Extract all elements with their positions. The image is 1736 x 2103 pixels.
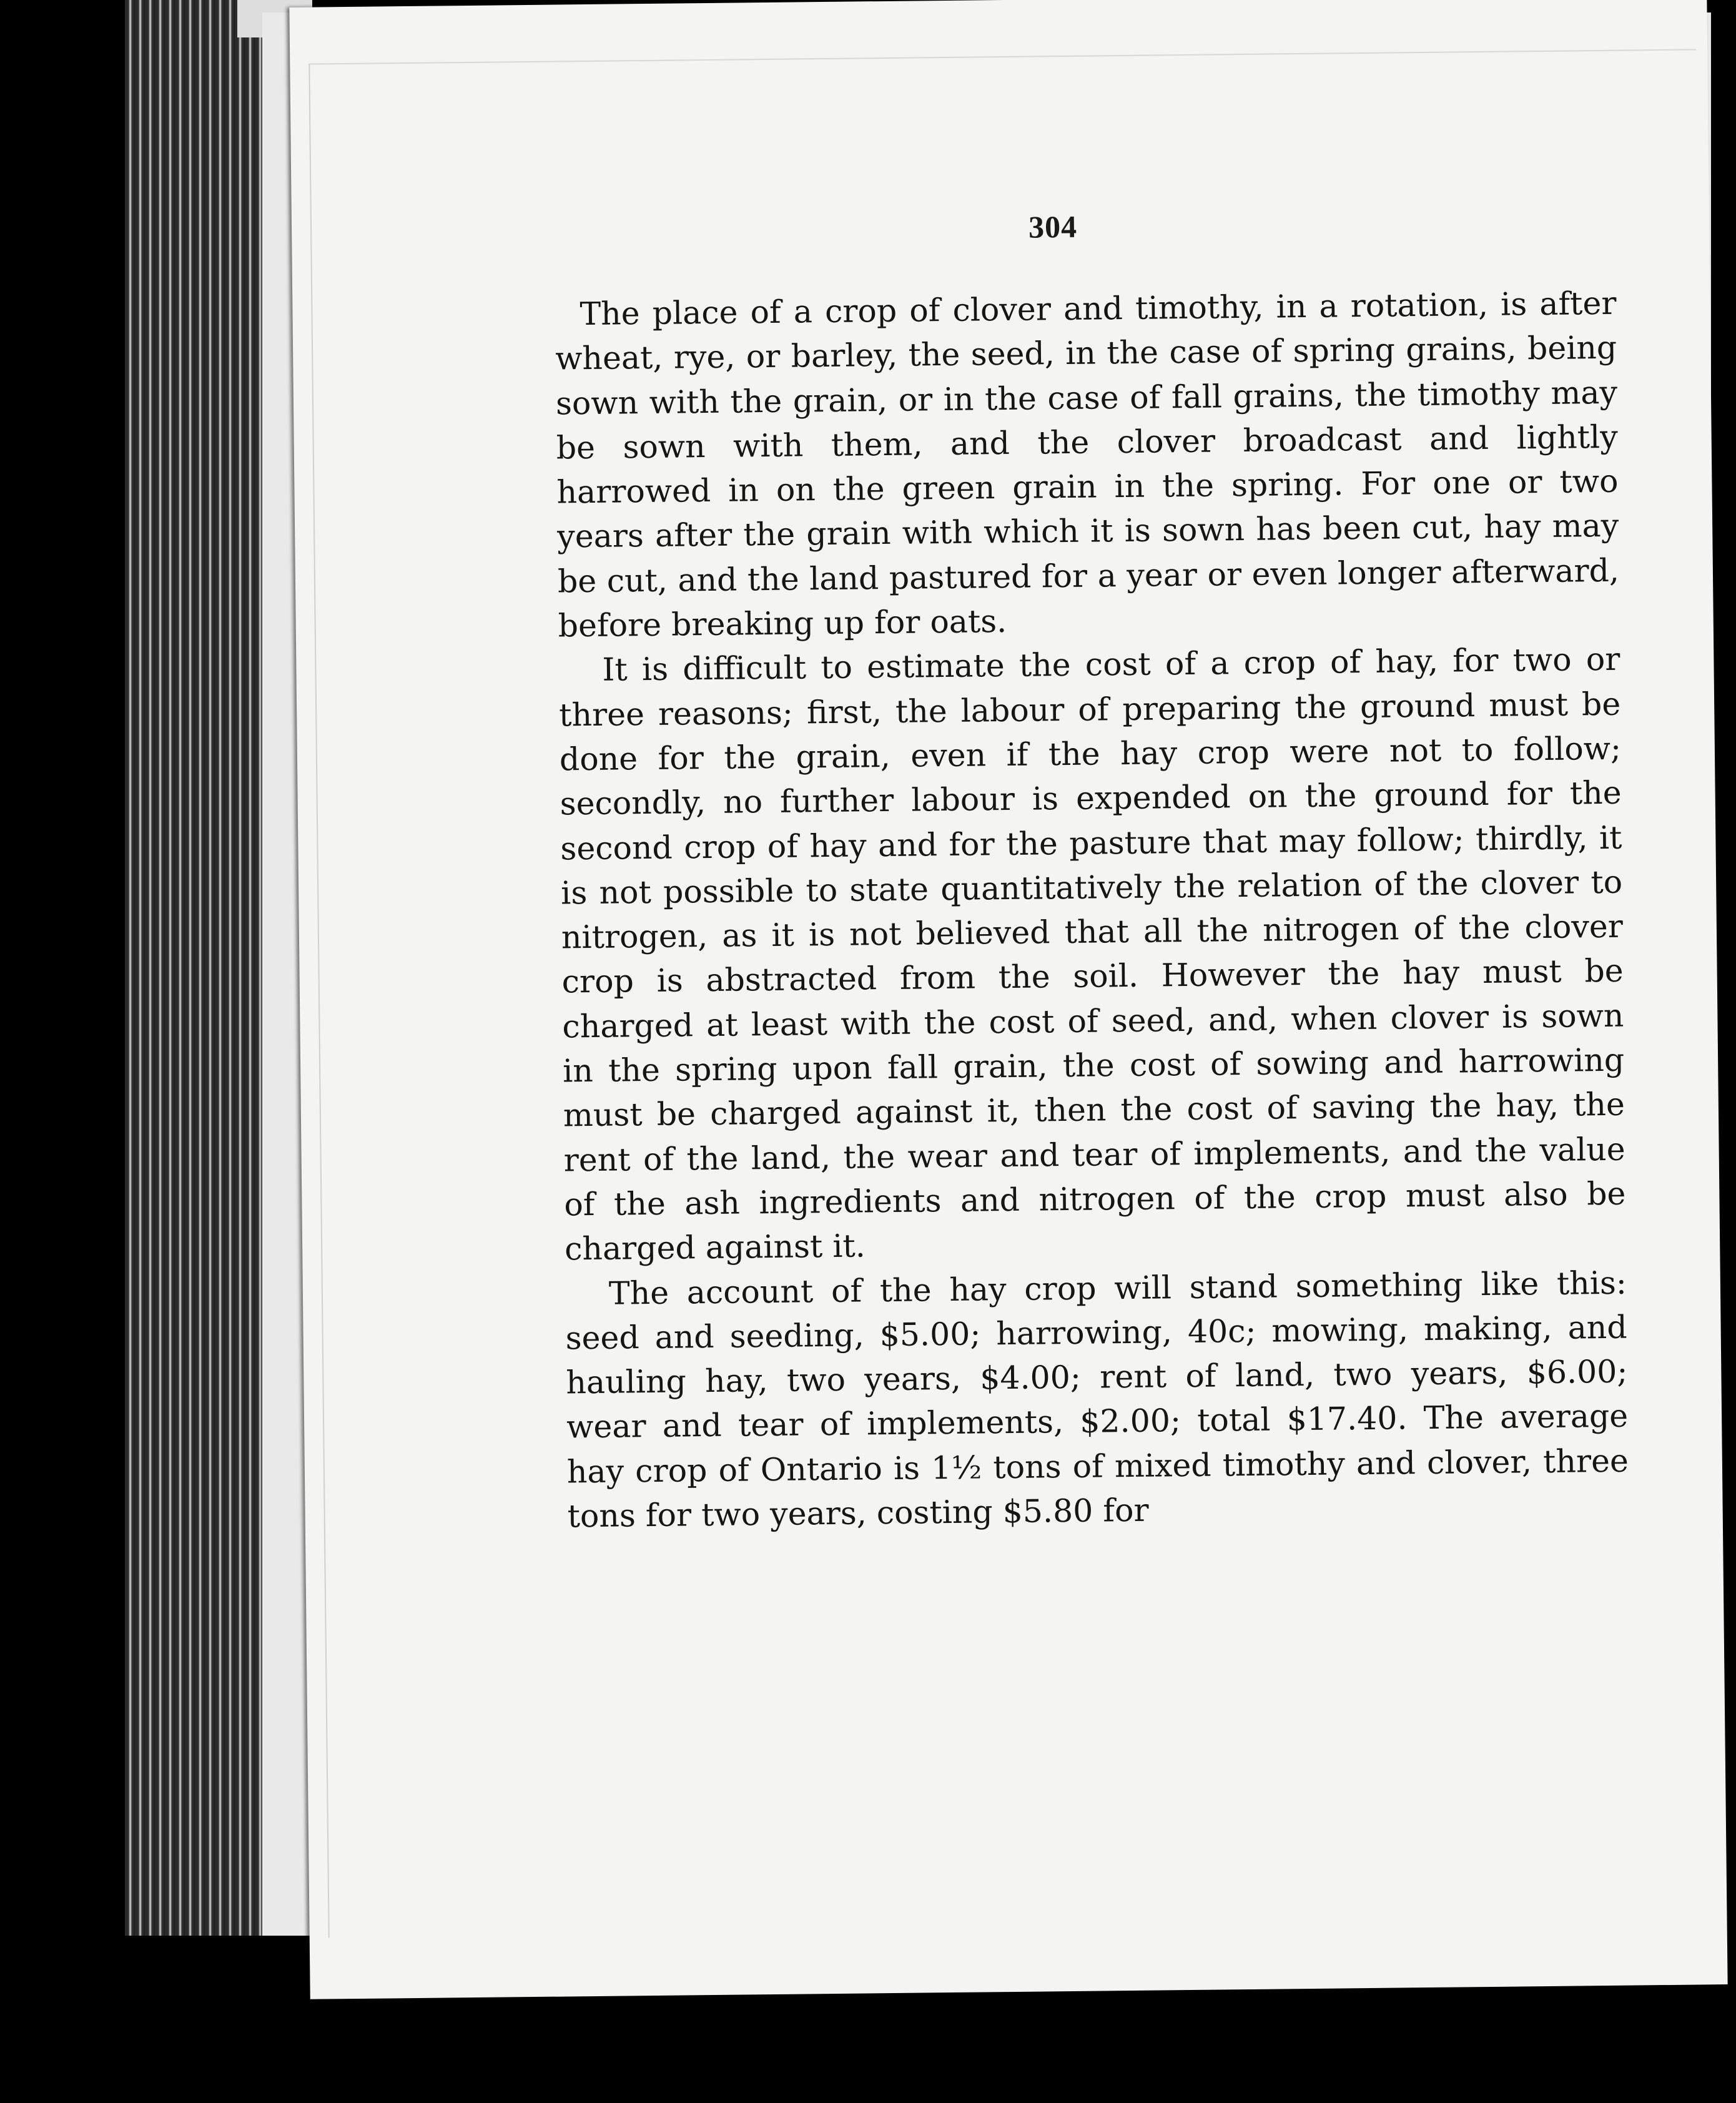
body-text	[555, 281, 1629, 1539]
page-number: 304	[1028, 209, 1078, 245]
paragraph-rotation: The place of a crop of clover and timothy, in a rotation, is after wheat, rye, or barley, the seed, in the case of spring grains, being sown with the grain, or in the case of fall grains, the timothy may be sown with them, and the clover broadcast and lightly harrowed in on the green grain in the spring. For one or two years after the grain with which it is sown has been cut, hay may be cut, and the land pastured for a year or even longer afterward, before breaking up for oats.	[555, 284, 1620, 644]
page-edges	[125, 0, 275, 1936]
paragraph-cost-estimate: It is difficult to estimate the cost of a crop of hay, for two or three reasons; first, the labour of preparing the ground must be done for the grain, even if the hay crop were not to follow; secondly, no further labour is expended on the ground for the second crop of hay and for the pasture that may follow; thirdly, it is not possible to state quantitatively the relation of the clover to nitrogen, as it is not believed that all the nitrogen of the clover crop is abstracted from the soil. However the hay must be charged at least with the cost of seed, and, when clover is sown in the spring upon fall grain, the cost of sowing and harrowing must be charged against it, then the cost of saving the hay, the rent of the land, the wear and tear of implements, and the value of the ash ingredients and nitrogen of the crop must also be charged against it.	[558, 641, 1626, 1268]
paragraph-account: The account of the hay crop will stand something like this: seed and seeding, $5.00; harrowing, 40c; mowing, making, and hauling hay, two years, $4.00; rent of land, two years, $6.00; wear and tear of implements, $2.00; total $17.40. The average hay crop of Ontario is 1½ tons of mixed timothy and clover, three tons for two years, costing $5.80 for	[565, 1264, 1629, 1535]
page-sheet	[289, 0, 1727, 1999]
